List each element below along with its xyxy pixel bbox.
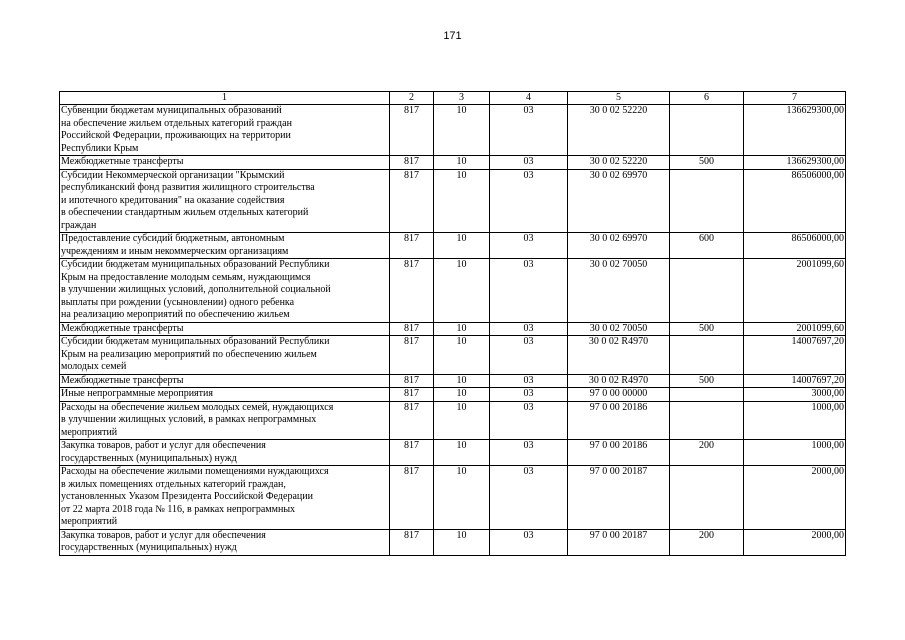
item-name-line: Крым на предоставление молодым семьям, нуждающимся [61, 271, 311, 283]
expense-type-cell [670, 336, 744, 375]
item-name-line: на обеспечение жильем отдельных категорий граждан [61, 117, 292, 129]
budget-table [59, 91, 846, 556]
ministry-code-cell: 817 [390, 169, 434, 233]
item-name-line: мероприятий [61, 516, 118, 527]
item-name-cell [60, 336, 390, 375]
ministry-code-cell: 817 [390, 105, 434, 156]
item-name-line: государственных (муниципальных) нужд [61, 542, 237, 553]
amount-cell: 86506000,00 [744, 233, 846, 259]
ministry-code-cell: 817 [390, 388, 434, 402]
section-code-cell: 10 [434, 374, 490, 388]
target-article-cell: 30 0 02 70050 [568, 259, 670, 323]
expense-type-cell [670, 388, 744, 402]
table-row [60, 440, 846, 466]
expense-type-cell [670, 466, 744, 530]
amount-cell: 136629300,00 [744, 156, 846, 170]
target-article-cell: 97 0 00 20187 [568, 529, 670, 555]
item-name-line: Российской Федерации, проживающих на территории [61, 130, 291, 141]
section-code-cell: 10 [434, 466, 490, 530]
header-col-4: 4 [490, 92, 568, 105]
target-article-cell: 30 0 02 52220 [568, 105, 670, 156]
expense-type-cell: 200 [670, 440, 744, 466]
target-article-cell: 30 0 02 52220 [568, 156, 670, 170]
item-name-line: выплаты при рождении (усыновлении) одного ребенка [61, 296, 295, 308]
amount-cell: 2001099,60 [744, 322, 846, 336]
header-col-2: 2 [390, 92, 434, 105]
ministry-code-cell: 817 [390, 336, 434, 375]
subsection-code-cell: 03 [490, 440, 568, 466]
item-name-line: Межбюджетные трансферты [61, 156, 184, 167]
subsection-code-cell: 03 [490, 466, 568, 530]
target-article-cell: 30 0 02 R4970 [568, 374, 670, 388]
amount-cell: 136629300,00 [744, 105, 846, 156]
table-row [60, 388, 846, 402]
expense-type-cell: 600 [670, 233, 744, 259]
subsection-code-cell: 03 [490, 388, 568, 402]
subsection-code-cell: 03 [490, 105, 568, 156]
item-name-cell [60, 156, 390, 170]
item-name-cell [60, 440, 390, 466]
header-col-7: 7 [744, 92, 846, 105]
item-name-line: Закупка товаров, работ и услуг для обеспечения [61, 529, 266, 541]
item-name-line: в улучшении жилищных условий, в рамках непрограммных [61, 414, 317, 425]
item-name-cell [60, 233, 390, 259]
item-name-line: Межбюджетные трансферты [61, 322, 184, 334]
table-row [60, 105, 846, 156]
item-name-line: Крым на реализацию мероприятий по обеспечению жильем [61, 348, 317, 360]
section-code-cell: 10 [434, 401, 490, 440]
ministry-code-cell: 817 [390, 374, 434, 388]
section-code-cell: 10 [434, 388, 490, 402]
section-code-cell: 10 [434, 440, 490, 466]
table-body [60, 105, 846, 556]
item-name-line: Субвенции бюджетам муниципальных образований [61, 105, 282, 116]
ministry-code-cell: 817 [390, 529, 434, 555]
item-name-line: учреждениям и иным некоммерческим организациям [61, 245, 289, 257]
subsection-code-cell: 03 [490, 156, 568, 170]
ministry-code-cell: 817 [390, 401, 434, 440]
expense-type-cell: 500 [670, 374, 744, 388]
header-row [60, 92, 846, 105]
item-name-line: в улучшении жилищных условий, дополнительной социальной [61, 284, 331, 295]
subsection-code-cell: 03 [490, 169, 568, 233]
item-name-cell [60, 105, 390, 156]
amount-cell: 86506000,00 [744, 169, 846, 233]
item-name-cell [60, 401, 390, 440]
item-name-cell [60, 322, 390, 336]
table-row [60, 374, 846, 388]
subsection-code-cell: 03 [490, 233, 568, 259]
header-col-3: 3 [434, 92, 490, 105]
subsection-code-cell: 03 [490, 529, 568, 555]
item-name-cell [60, 374, 390, 388]
header-col-1: 1 [60, 92, 390, 105]
item-name-line: Субсидии Некоммерческой организации "Крымский [61, 169, 285, 181]
item-name-line: Республики Крым [61, 142, 139, 154]
table-row [60, 259, 846, 323]
target-article-cell: 30 0 02 69970 [568, 233, 670, 259]
header-col-6: 6 [670, 92, 744, 105]
item-name-line: Межбюджетные трансферты [61, 374, 184, 386]
item-name-line: Субсидии бюджетам муниципальных образований Республики [61, 259, 330, 270]
table-row [60, 336, 846, 375]
expense-type-cell: 500 [670, 156, 744, 170]
item-name-cell [60, 259, 390, 323]
subsection-code-cell: 03 [490, 322, 568, 336]
amount-cell: 1000,00 [744, 401, 846, 440]
section-code-cell: 10 [434, 336, 490, 375]
table-row [60, 466, 846, 530]
item-name-line: в жилых помещениях отдельных категорий граждан, [61, 478, 286, 490]
item-name-line: на реализацию мероприятий по обеспечению жильем [61, 309, 290, 320]
item-name-line: молодых семей [61, 361, 127, 372]
amount-cell: 14007697,20 [744, 336, 846, 375]
target-article-cell: 30 0 02 70050 [568, 322, 670, 336]
target-article-cell: 97 0 00 00000 [568, 388, 670, 402]
item-name-line: и ипотечного кредитования" на оказание содействия [61, 194, 285, 206]
ministry-code-cell: 817 [390, 233, 434, 259]
table-row [60, 322, 846, 336]
target-article-cell: 97 0 00 20186 [568, 440, 670, 466]
expense-type-cell [670, 259, 744, 323]
section-code-cell: 10 [434, 105, 490, 156]
target-article-cell: 30 0 02 R4970 [568, 336, 670, 375]
table-row [60, 169, 846, 233]
table-row [60, 233, 846, 259]
page-number: 171 [443, 30, 462, 42]
amount-cell: 2001099,60 [744, 259, 846, 323]
ministry-code-cell: 817 [390, 156, 434, 170]
item-name-cell [60, 169, 390, 233]
subsection-code-cell: 03 [490, 336, 568, 375]
item-name-line: Расходы на обеспечение жилыми помещениями нуждающихся [61, 466, 329, 477]
item-name-line: Расходы на обеспечение жильем молодых семей, нуждающихся [61, 401, 334, 413]
item-name-line: установленных Указом Президента Российской Федерации [61, 491, 313, 502]
amount-cell: 2000,00 [744, 466, 846, 530]
table-row [60, 401, 846, 440]
item-name-line: государственных (муниципальных) нужд [61, 452, 237, 464]
section-code-cell: 10 [434, 233, 490, 259]
amount-cell: 3000,00 [744, 388, 846, 402]
item-name-line: Иные непрограммные мероприятия [61, 388, 213, 399]
ministry-code-cell: 817 [390, 466, 434, 530]
item-name-line: граждан [61, 219, 97, 231]
item-name-line: Предоставление субсидий бюджетным, автономным [61, 233, 285, 244]
header-col-5: 5 [568, 92, 670, 105]
section-code-cell: 10 [434, 156, 490, 170]
section-code-cell: 10 [434, 259, 490, 323]
expense-type-cell [670, 169, 744, 233]
amount-cell: 1000,00 [744, 440, 846, 466]
item-name-line: мероприятий [61, 426, 118, 438]
item-name-cell [60, 529, 390, 555]
ministry-code-cell: 817 [390, 322, 434, 336]
item-name-line: Субсидии бюджетам муниципальных образований Республики [61, 336, 330, 347]
subsection-code-cell: 03 [490, 374, 568, 388]
expense-type-cell [670, 105, 744, 156]
section-code-cell: 10 [434, 322, 490, 336]
section-code-cell: 10 [434, 169, 490, 233]
item-name-line: Закупка товаров, работ и услуг для обеспечения [61, 440, 266, 451]
subsection-code-cell: 03 [490, 259, 568, 323]
table-row [60, 529, 846, 555]
item-name-line: в обеспечении стандартным жильем отдельных категорий [61, 207, 309, 218]
section-code-cell: 10 [434, 529, 490, 555]
item-name-cell [60, 388, 390, 402]
item-name-line: от 22 марта 2018 года № 116, в рамках непрограммных [61, 503, 296, 515]
ministry-code-cell: 817 [390, 440, 434, 466]
target-article-cell: 97 0 00 20186 [568, 401, 670, 440]
amount-cell: 2000,00 [744, 529, 846, 555]
item-name-cell [60, 466, 390, 530]
item-name-line: республиканский фонд развития жилищного строительства [61, 182, 315, 193]
target-article-cell: 30 0 02 69970 [568, 169, 670, 233]
ministry-code-cell: 817 [390, 259, 434, 323]
expense-type-cell: 200 [670, 529, 744, 555]
subsection-code-cell: 03 [490, 401, 568, 440]
table-row [60, 156, 846, 170]
amount-cell: 14007697,20 [744, 374, 846, 388]
expense-type-cell: 500 [670, 322, 744, 336]
target-article-cell: 97 0 00 20187 [568, 466, 670, 530]
expense-type-cell [670, 401, 744, 440]
